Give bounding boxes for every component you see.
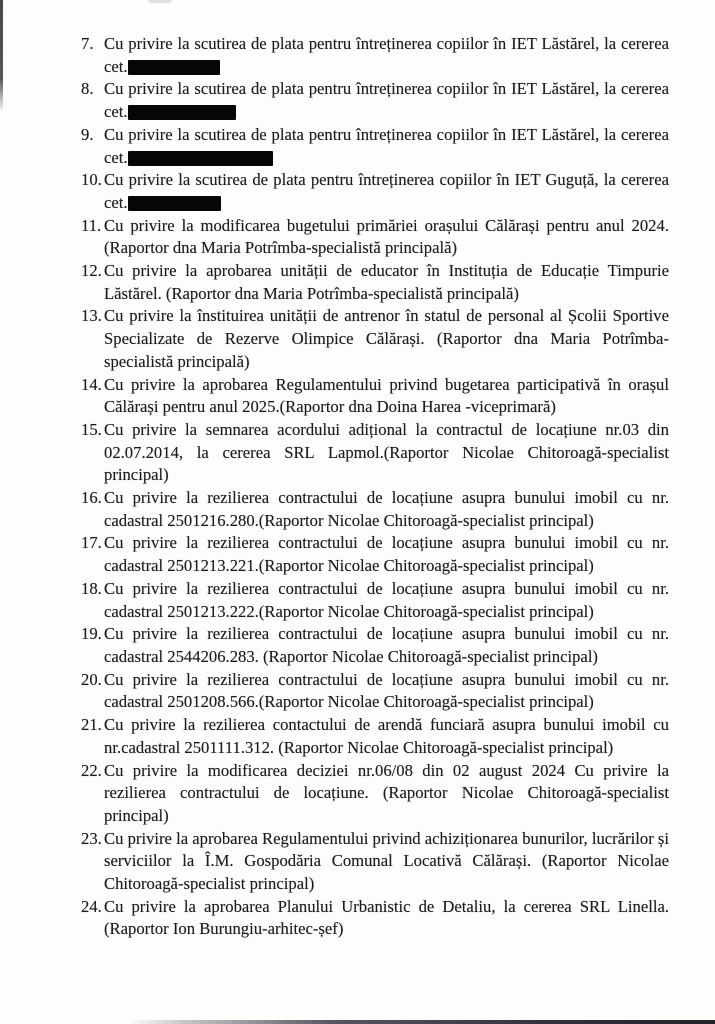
item-text: Cu privire la rezilierea contractului de locațiune asupra bunului imobil cu nr. cadastral 2544206.283. (Raportor Nicolae Chitoroagă-specialist principal) [104, 624, 669, 666]
item-number: 15. [81, 419, 102, 439]
item-number: 12. [81, 261, 102, 281]
scan-artifact-left-edge-line [0, 0, 3, 112]
item-number: 19. [81, 624, 102, 644]
item-number: 18. [81, 578, 102, 598]
agenda-item [81, 305, 669, 373]
agenda-item [81, 215, 669, 260]
item-text: Cu privire la aprobarea Regulamentului privind bugetarea participativă în orașul Călărași pentru anul 2025.(Raportor dna Doina Harea -viceprimară) [104, 374, 669, 417]
item-text: Cu privire la aprobarea unității de educator în Instituția de Educație Timpurie Lăstărel. (Raportor dna Maria Potrîmba-specialistă principală) [104, 261, 669, 303]
agenda-item [81, 419, 669, 487]
agenda-item [81, 78, 669, 123]
item-number: 16. [81, 488, 102, 508]
item-text: Cu privire la aprobarea Regulamentului privind achiziționarea bunurilor, lucrărilor și serviciilor la Î.M. Gospodăria Comunal Locativă Călărași. (Raportor Nicolae Chitoroagă-specialist principal) [104, 828, 669, 894]
agenda-item [81, 760, 669, 828]
item-text: Cu privire la scutirea de plata pentru întreținerea copiilor în IET Guguță, la cererea cet. [104, 170, 669, 212]
item-text: Cu privire la scutirea de plata pentru întreținerea copiilor în IET Lăstărel, la cererea cet. [104, 34, 669, 76]
text-block [81, 33, 669, 941]
item-number: 13. [81, 306, 102, 326]
item-text: Cu privire la scutirea de plata pentru întreținerea copiilor în IET Lăstărel, la cererea cet. [104, 124, 669, 167]
agenda-item [81, 669, 669, 714]
scan-artifact-bottom-edge-shadow [128, 1020, 715, 1024]
item-number: 21. [81, 715, 102, 735]
agenda-item [81, 623, 669, 668]
item-text: Cu privire la rezilierea contactului de arendă funciară asupra bunului imobil cu nr.cadastral 2501111.312. (Raportor Nicolae Chitoroagă-specialist principal) [104, 715, 669, 757]
redaction-bar [128, 105, 236, 120]
agenda-list [81, 33, 669, 941]
item-number: 11. [81, 215, 102, 235]
agenda-item [81, 374, 669, 419]
agenda-item [81, 532, 669, 577]
item-text: Cu privire la aprobarea Planului Urbanistic de Detaliu, la cererea SRL Linella.(Raportor Ion Burungiu-arhitec-șef) [104, 896, 669, 939]
agenda-item [81, 169, 669, 214]
agenda-item [81, 260, 669, 305]
redaction-bar [128, 60, 220, 75]
redaction-bar [128, 151, 273, 166]
item-number: 22. [81, 760, 102, 780]
redaction-bar [128, 196, 221, 211]
item-number: 17. [81, 533, 102, 553]
item-text: Cu privire la rezilierea contractului de locațiune asupra bunului imobil cu nr. cadastral 2501213.221.(Raportor Nicolae Chitoroagă-specialist principal) [104, 533, 669, 576]
item-text: Cu privire la înstituirea unității de antrenor în statul de personal al Școlii Sportive Specializate de Rezerve Olimpice Călărași. (Raportor dna Maria Potrîmba-specialistă principală) [104, 306, 669, 371]
item-number: 9. [81, 124, 94, 144]
item-number: 14. [81, 374, 102, 394]
agenda-item [81, 487, 669, 532]
item-number: 10. [81, 170, 102, 190]
item-text: Cu privire la rezilierea contractului de locațiune asupra bunului imobil cu nr. cadastral 2501216.280.(Raportor Nicolae Chitoroagă-specialist principal) [104, 488, 669, 530]
agenda-item [81, 714, 669, 759]
item-text: Cu privire la rezilierea contractului de locațiune asupra bunului imobil cu nr. cadastral 2501213.222.(Raportor Nicolae Chitoroagă-specialist principal) [104, 578, 669, 621]
agenda-item [81, 124, 669, 169]
item-text: Cu privire la modificarea deciziei nr.06/08 din 02 august 2024 Cu privire la rezilierea contractului de locațiune. (Raportor Nicolae Chitoroagă-specialist principal) [104, 760, 669, 825]
agenda-item [81, 896, 669, 941]
item-number: 7. [81, 34, 94, 53]
agenda-item [81, 33, 669, 78]
agenda-item [81, 828, 669, 896]
item-number: 24. [81, 896, 102, 916]
item-number: 20. [81, 669, 102, 689]
item-text: Cu privire la scutirea de plata pentru întreținerea copiilor în IET Lăstărel, la cererea cet. [104, 79, 669, 122]
item-text: Cu privire la semnarea acordului adițional la contractul de locațiune nr.03 din 02.07.2014, la cererea SRL Lapmol.(Raportor Nicolae Chitoroagă-specialist principal) [104, 419, 669, 485]
item-text: Cu privire la rezilierea contractului de locațiune asupra bunului imobil cu nr. cadastral 2501208.566.(Raportor Nicolae Chitoroagă-specialist principal) [104, 669, 669, 712]
item-number: 8. [81, 79, 94, 99]
agenda-item [81, 578, 669, 623]
item-text: Cu privire la modificarea bugetului primăriei orașului Călărași pentru anul 2024. (Raportor dna Maria Potrîmba-specialistă principală) [104, 215, 669, 258]
item-number: 23. [81, 828, 102, 848]
scan-artifact-top-smudge [148, 0, 172, 3]
